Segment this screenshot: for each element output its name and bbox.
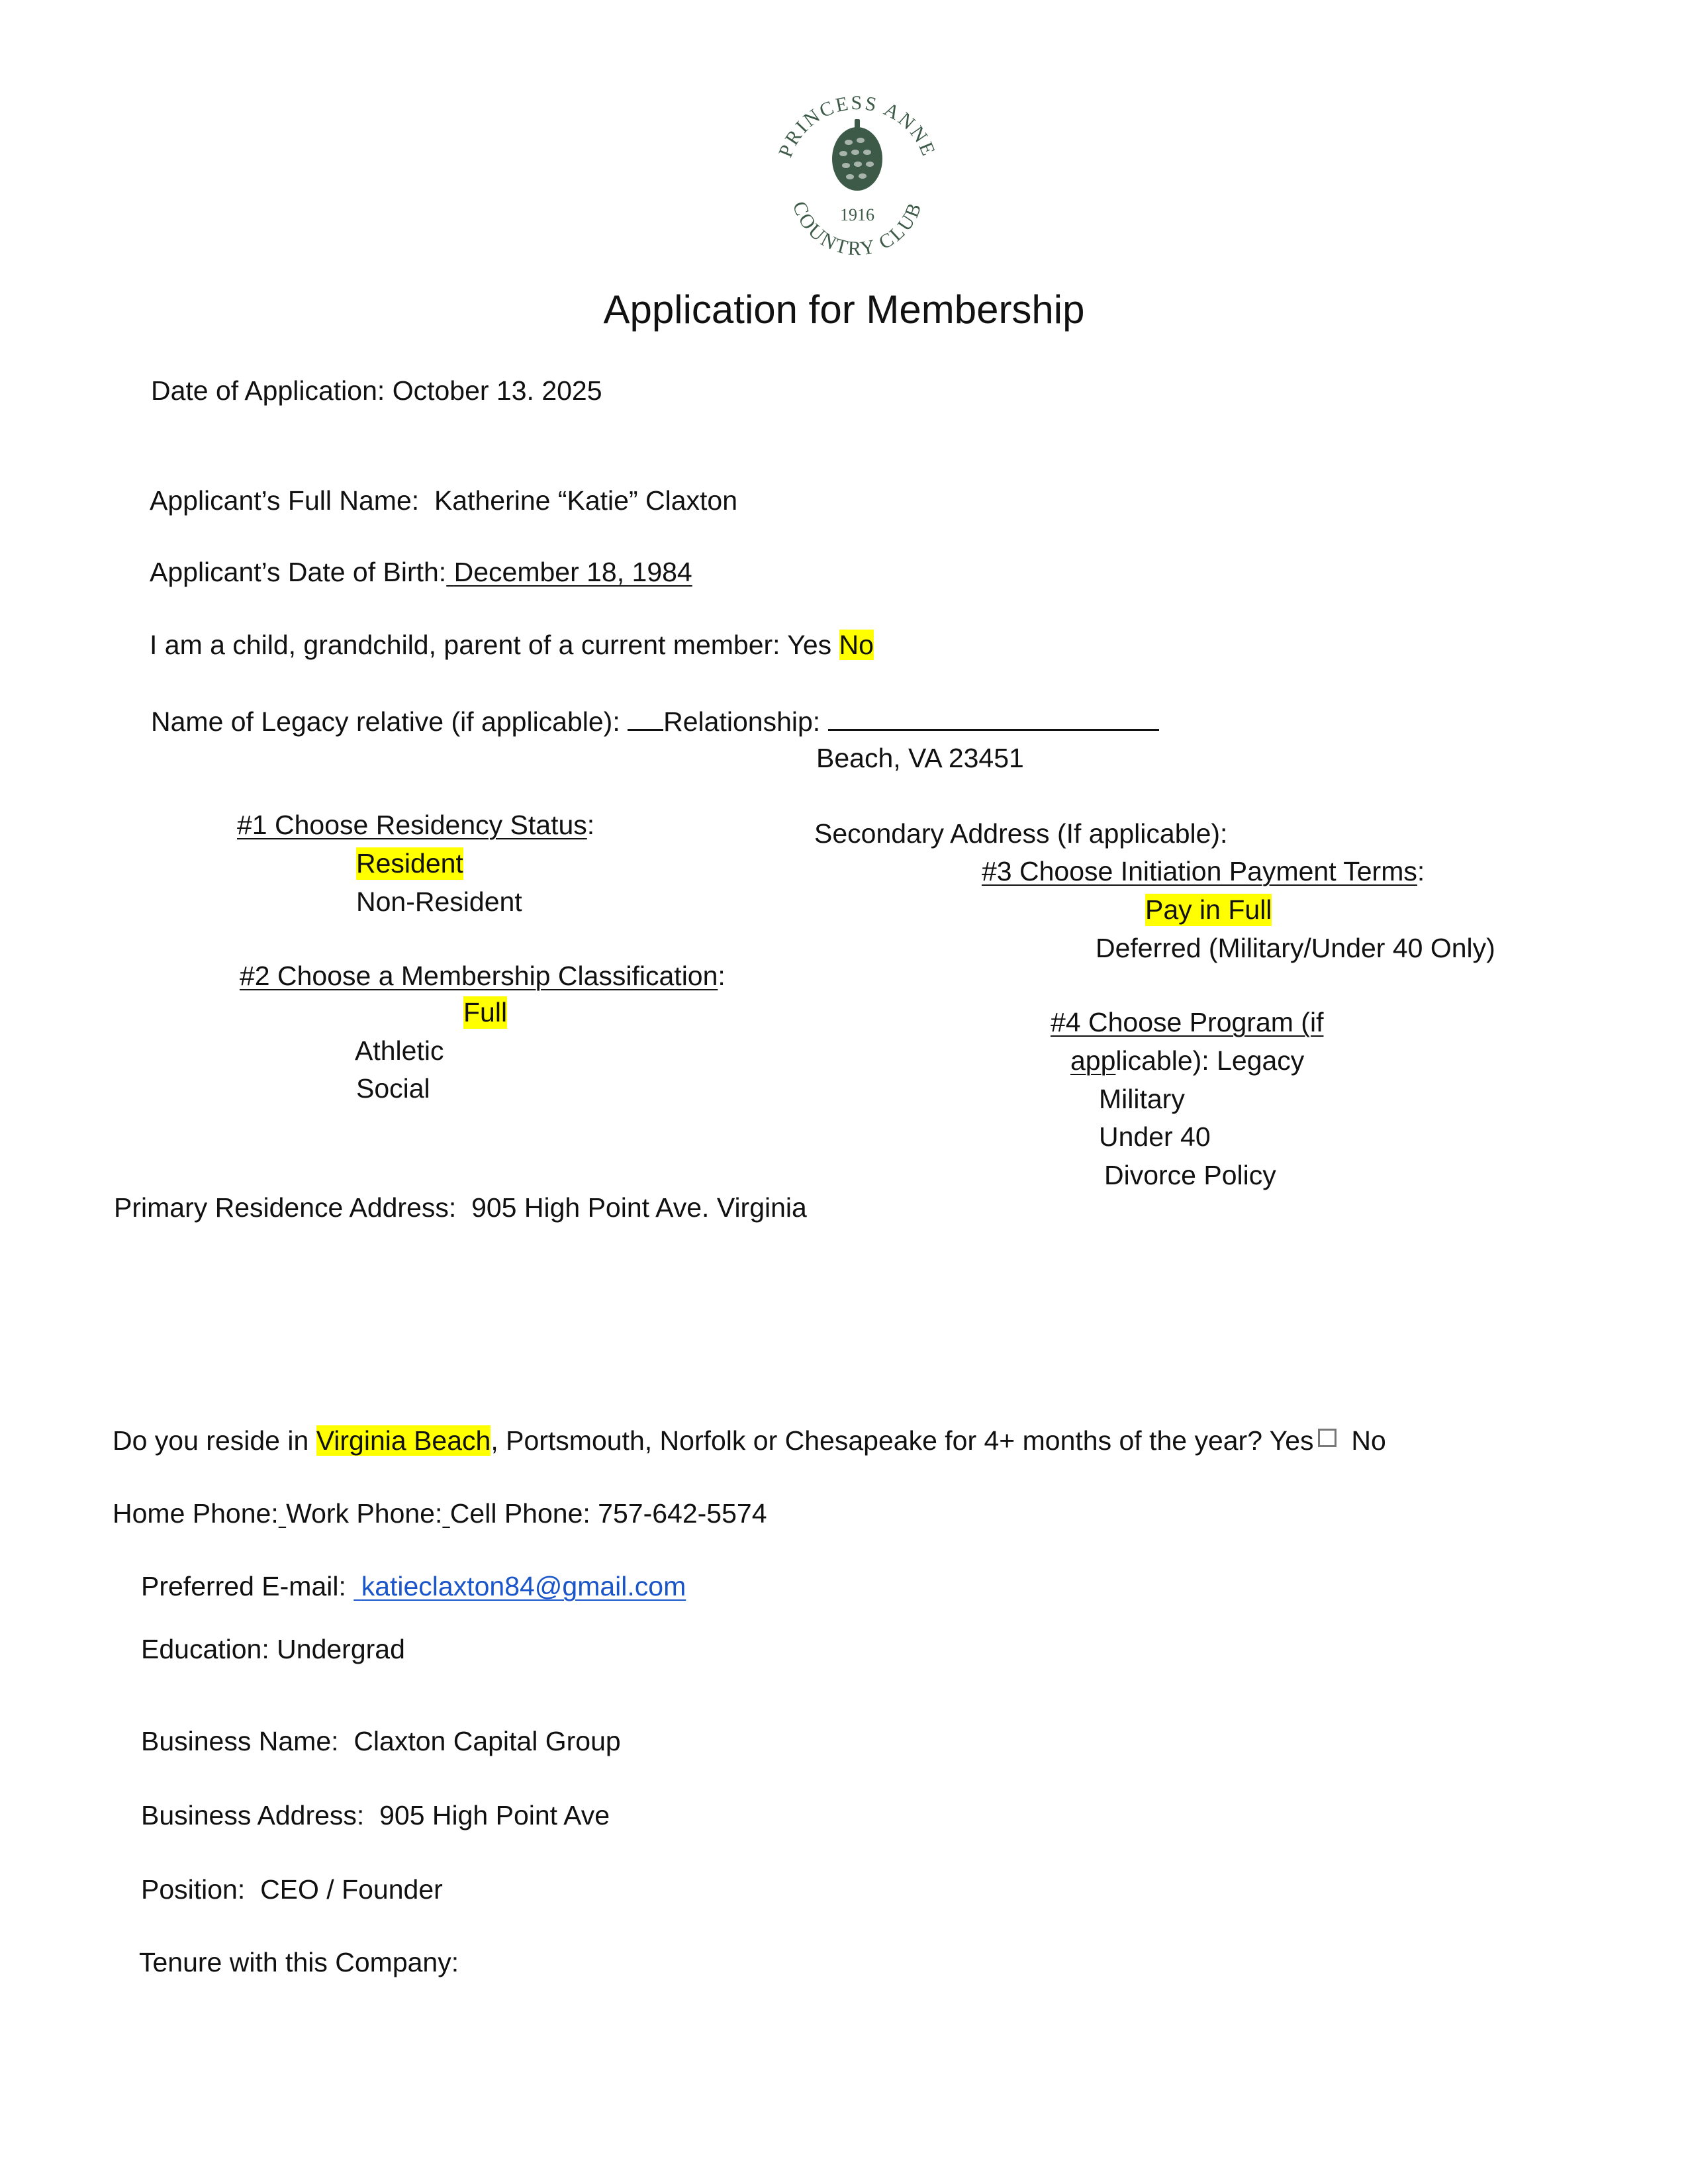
residency-heading: #1 Choose Residency Status:	[237, 810, 595, 840]
payment-heading: #3 Choose Initiation Payment Terms:	[982, 856, 1425, 886]
reside-no-option[interactable]: No	[1351, 1425, 1386, 1456]
program-heading: #4 Choose Program (if	[1051, 1007, 1324, 1037]
email-link[interactable]: katieclaxton84@gmail.com	[361, 1571, 686, 1601]
work-phone-label: Work Phone:	[286, 1498, 443, 1529]
legacy-relative-name-field[interactable]	[628, 706, 663, 731]
classification-heading: #2 Choose a Membership Classification:	[240, 961, 726, 991]
full-name	[150, 485, 737, 517]
classification-option-full[interactable]: Full	[463, 996, 507, 1029]
business-name	[141, 1725, 621, 1758]
payment-option-pay-in-full[interactable]: Pay in Full	[1145, 894, 1272, 926]
legacy-relative-label: Name of Legacy relative (if applicable):	[151, 706, 620, 737]
date-of-application	[151, 375, 602, 407]
business-address-label: Business Address:	[141, 1800, 365, 1830]
home-phone-label: Home Phone:	[113, 1498, 279, 1529]
date-of-application-label: Date of Application:	[151, 375, 385, 406]
reside-question: Do you reside in Virginia Beach, Portsmouth, Norfolk or Chesapeake for 4+ months of the year? Yes No	[113, 1425, 1386, 1456]
legacy-relative	[151, 706, 1159, 738]
classification-option-social[interactable]: Social	[356, 1073, 430, 1104]
address-overflow: Beach, VA 23451	[816, 743, 1024, 773]
email	[141, 1570, 686, 1603]
email-label: Preferred E-mail:	[141, 1571, 346, 1601]
education-label: Education:	[141, 1634, 269, 1664]
pinecone-icon	[832, 119, 882, 191]
relationship-label: Relationship:	[663, 706, 821, 737]
program-option-under-40[interactable]: Under 40	[1099, 1121, 1211, 1152]
tenure-label: Tenure with this Company:	[139, 1947, 459, 1977]
legacy-yes-option[interactable]: Yes	[787, 630, 832, 660]
home-phone-field[interactable]	[279, 1498, 286, 1529]
classification-option-athletic[interactable]: Athletic	[355, 1035, 444, 1066]
logo-text-top: PRINCESS ANNE	[774, 91, 941, 161]
residency-option-non-resident[interactable]: Non-Resident	[356, 886, 522, 917]
legacy-question	[150, 629, 874, 661]
work-phone-field[interactable]	[442, 1498, 449, 1529]
logo-year: 1916	[840, 205, 874, 224]
program-option-military[interactable]: Military	[1099, 1084, 1185, 1114]
full-name-label: Applicant’s Full Name:	[150, 485, 420, 516]
position	[141, 1874, 443, 1906]
date-of-application-value: October 13. 2025	[392, 375, 602, 406]
full-name-value: Katherine “Katie” Claxton	[434, 485, 738, 516]
cell-phone-value: 757-642-5574	[598, 1498, 767, 1529]
secondary-address-label: Secondary Address (If applicable):	[814, 818, 1228, 849]
business-address-value: 905 High Point Ave	[379, 1800, 610, 1830]
date-of-birth	[150, 556, 692, 589]
payment-option-deferred[interactable]: Deferred (Military/Under 40 Only)	[1096, 933, 1495, 963]
dob-label: Applicant’s Date of Birth:	[150, 557, 447, 587]
primary-address-value: 905 High Point Ave. Virginia	[471, 1192, 807, 1223]
program-option-divorce-policy[interactable]: Divorce Policy	[1104, 1160, 1276, 1190]
page-title: Application for Membership	[603, 287, 1085, 332]
residency-option-resident[interactable]: Resident	[356, 847, 463, 880]
position-value: CEO / Founder	[260, 1874, 443, 1905]
phones	[113, 1497, 767, 1530]
dob-value: December 18, 1984	[453, 557, 692, 587]
program-heading-continued: applicable): Legacy	[1070, 1045, 1305, 1076]
club-logo	[761, 79, 953, 271]
legacy-question-label: I am a child, grandchild, parent of a current member:	[150, 630, 780, 660]
business-name-value: Claxton Capital Group	[353, 1726, 621, 1756]
relationship-field[interactable]	[828, 706, 1159, 731]
reside-highlight: Virginia Beach	[316, 1425, 491, 1456]
business-name-label: Business Name:	[141, 1726, 339, 1756]
position-label: Position:	[141, 1874, 246, 1905]
primary-address	[114, 1192, 807, 1224]
education	[141, 1633, 405, 1666]
cell-phone-label: Cell Phone:	[449, 1498, 590, 1529]
legacy-no-option[interactable]: No	[839, 630, 874, 660]
primary-address-label: Primary Residence Address:	[114, 1192, 457, 1223]
yes-checkbox[interactable]	[1318, 1429, 1336, 1447]
education-value: Undergrad	[277, 1634, 405, 1664]
business-address	[141, 1799, 610, 1832]
logo-text-bottom: COUNTRY CLUB	[788, 198, 927, 260]
